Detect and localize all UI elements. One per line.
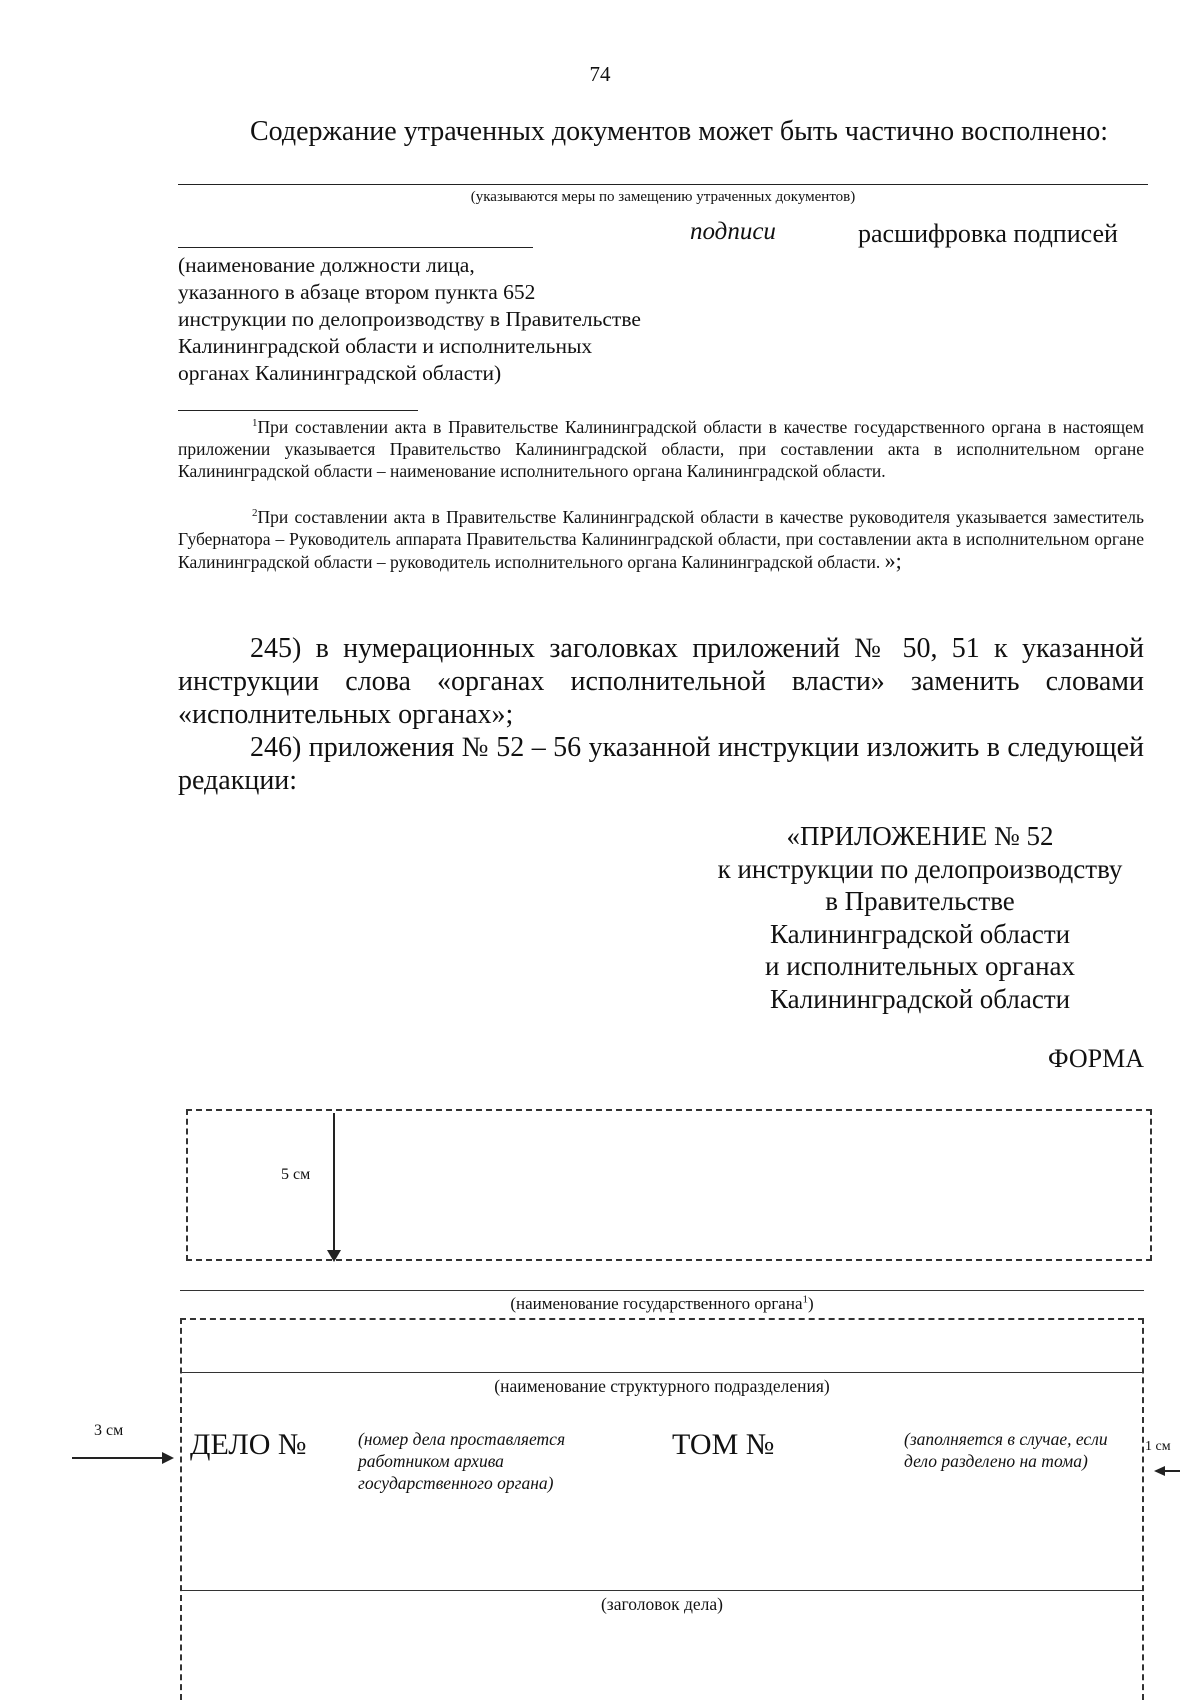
position-line-3: инструкции по делопроизводству в Правительстве — [178, 307, 641, 331]
position-caption — [178, 252, 641, 387]
position-line-4: Калининградской области и исполнительных — [178, 334, 593, 358]
lower-frame-top-edge — [180, 1318, 1144, 1320]
org-name-caption-text: (наименование государственного органа — [510, 1294, 803, 1313]
org-name-caption — [180, 1294, 1144, 1314]
footnote-1-mark: 1 — [252, 417, 258, 430]
replacement-measures-caption: (указываются меры по замещению утраченных документов) — [470, 189, 856, 205]
footnote-1 — [178, 416, 1144, 482]
appendix-header-line-1: «ПРИЛОЖЕНИЕ № 52 — [786, 821, 1054, 851]
top-margin-arrow-shaft — [333, 1113, 335, 1251]
tom-note — [904, 1428, 1108, 1472]
footnote-2-mark: 2 — [252, 507, 258, 520]
appendix-header-line-6: Калининградской области — [769, 983, 1071, 1014]
signatures-decode-label: расшифровка подписей — [858, 219, 1118, 248]
top-margin-box — [186, 1109, 1152, 1261]
delo-note-line-2: работником архива — [358, 1451, 504, 1471]
position-line — [178, 247, 533, 248]
replacement-measures-line — [178, 184, 1148, 185]
footnote-2 — [178, 506, 1144, 573]
lost-documents-sentence: Содержание утраченных документов может быть частично восполнено: — [250, 116, 1109, 147]
footnote-separator — [178, 410, 418, 411]
subdivision-caption: (наименование структурного подразделения) — [494, 1376, 830, 1396]
form-label: ФОРМА — [1048, 1044, 1144, 1073]
org-name-caption-mark: 1 — [802, 1293, 808, 1306]
left-margin-label: 3 см — [94, 1422, 124, 1439]
paragraph-245: 245) в нумерационных заголовках приложений № 50, 51 к указанной инструкции слова «органах исполнительной власти» заменить словами «исполнительных органах»; — [178, 633, 1144, 730]
tom-note-line-1: (заполняется в случае, если — [904, 1429, 1108, 1449]
right-arrow-icon — [162, 1452, 174, 1464]
appendix-header-line-3: в Правительстве — [825, 886, 1015, 916]
tom-note-line-2: дело разделено на тома) — [904, 1451, 1088, 1471]
appendix-header-line-4: Калининградской области — [769, 918, 1071, 949]
down-arrow-icon — [327, 1250, 341, 1262]
appendix-header — [690, 820, 1150, 1015]
right-margin-label: 1 см — [1145, 1439, 1171, 1454]
tom-label: ТОМ № — [672, 1428, 775, 1461]
footnote-1-text: При составлении акта в Правительстве Калининградской области в качестве государственного органа в настоящем приложении указывается Правительство Калининградской области, при составлении акта в исполнительном органе Калининградской области – наименование исполнительного органа Калининградской области. — [178, 417, 1144, 481]
top-margin-label: 5 см — [281, 1166, 311, 1183]
case-title-line — [180, 1590, 1144, 1591]
delo-note — [358, 1428, 565, 1494]
signatures-label: подписи — [690, 218, 776, 245]
delo-label: ДЕЛО № — [190, 1428, 307, 1461]
paragraph-246: 246) приложения № 52 – 56 указанной инструкции изложить в следующей редакции: — [178, 732, 1144, 796]
delo-note-line-1: (номер дела проставляется — [358, 1429, 566, 1449]
appendix-header-line-5: и исполнительных органах — [765, 951, 1075, 981]
footnote-2-closing-quote: »; — [884, 548, 902, 573]
delo-note-line-3: государственного органа) — [358, 1473, 554, 1493]
right-margin-arrow-shaft — [1163, 1470, 1180, 1472]
left-margin-arrow-shaft — [72, 1457, 164, 1459]
appendix-header-line-2: к инструкции по делопроизводству — [717, 853, 1123, 884]
page-number: 74 — [589, 62, 611, 86]
case-title-caption: (заголовок дела) — [600, 1594, 724, 1614]
position-line-5: органах Калининградской области) — [178, 361, 502, 385]
position-line-1: (наименование должности лица, — [178, 253, 475, 277]
footnote-2-text: При составлении акта в Правительстве Калининградской области в качестве руководителя указывается заместитель Губернатора – Руководитель аппарата Правительства Калининградской области, при составлении акта в исполнительном органе Калининградской области – руководитель исполнительного органа Калининградской области. — [178, 507, 1144, 572]
subdivision-line — [180, 1372, 1144, 1373]
position-line-2: указанного в абзаце втором пункта 652 — [178, 280, 536, 304]
org-name-caption-end: ) — [808, 1294, 814, 1313]
org-name-line — [180, 1290, 1144, 1291]
